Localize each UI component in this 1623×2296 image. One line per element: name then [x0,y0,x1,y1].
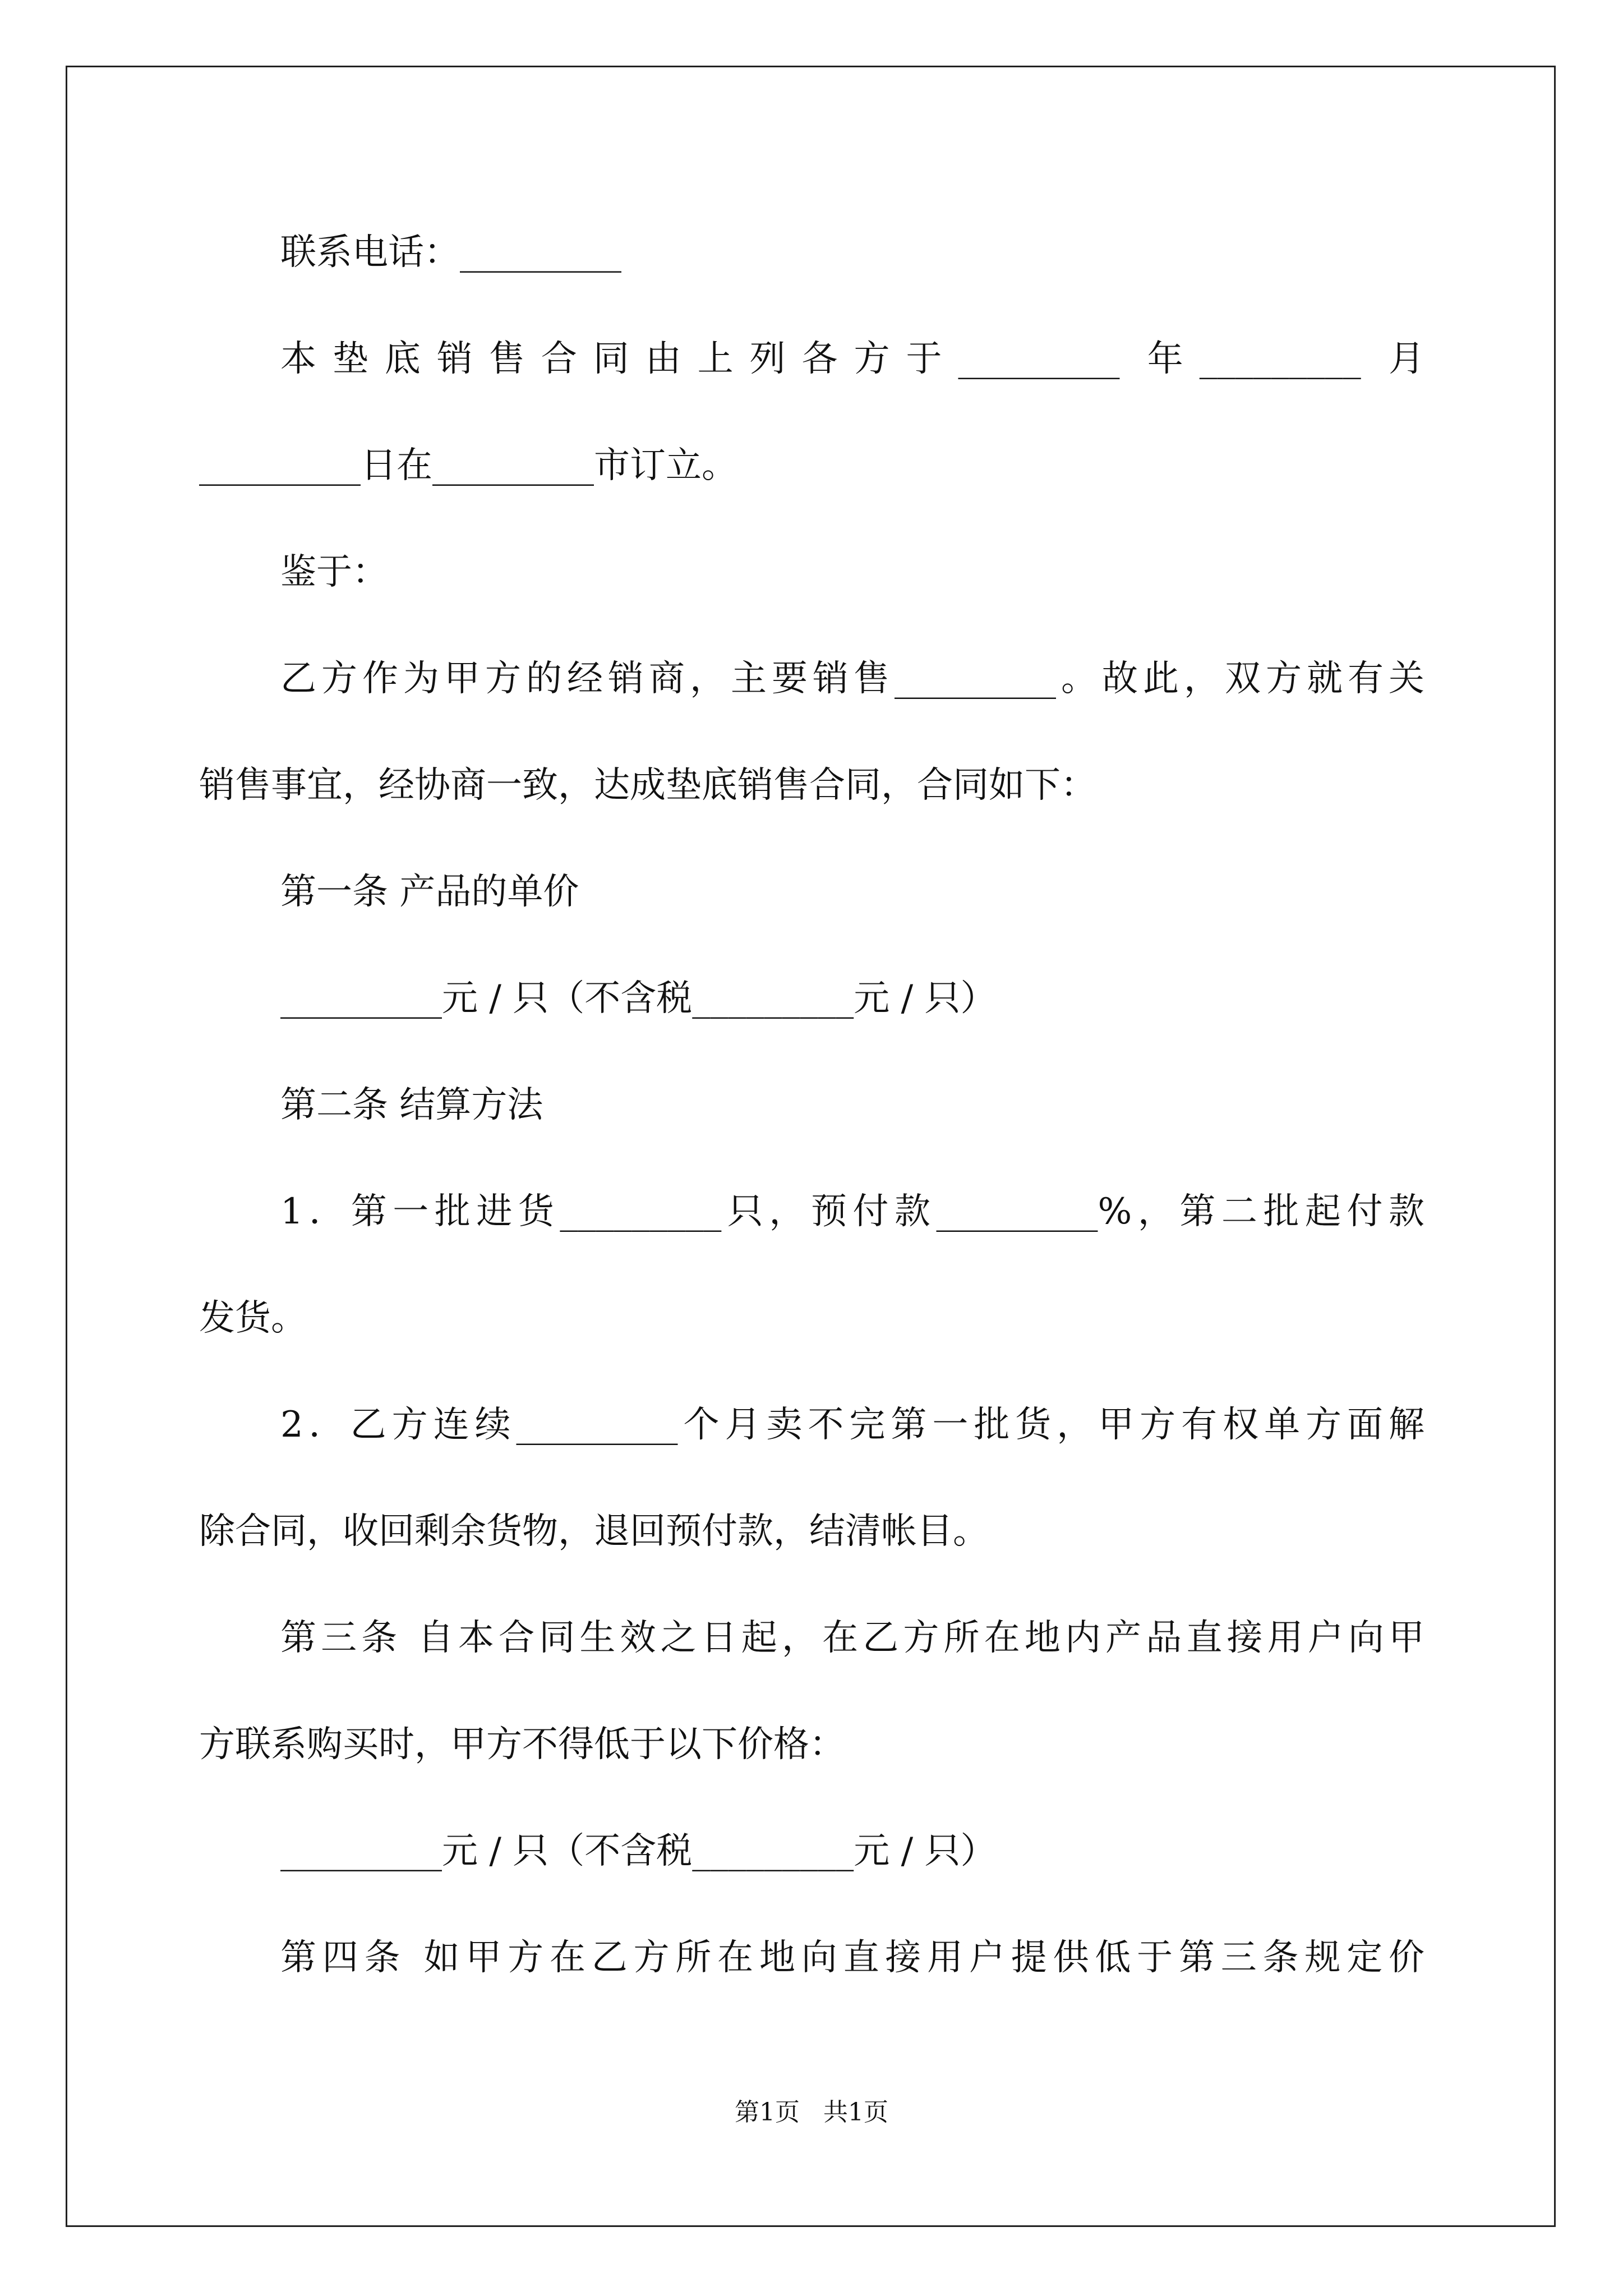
clause-line: 1．第一批进货_________只，预付款_________%，第二批起付款 [280,1191,1424,1232]
article-heading: 第一条 产品的单价 [280,871,579,913]
page-border [66,66,1556,2227]
clause-line: 除合同，收回剩余货物，退回预付款，结清帐目。 [199,1511,989,1552]
contract-date-line: 本垫底销售合同由上列各方于_________ 年_________ 月 [280,338,1424,380]
price-line: _________元 / 只（不含税_________元 / 只） [280,978,997,1019]
clause-line: 发货。 [199,1297,307,1339]
price-line: _________元 / 只（不含税_________元 / 只） [280,1830,997,1872]
whereas-heading: 鉴于： [280,551,388,593]
clause-line: 2．乙方连续_________个月卖不完第一批货，甲方有权单方面解 [280,1404,1424,1446]
page-number-footer: 第1页 共1页 [735,2098,888,2127]
contact-phone-line: 联系电话：_________ [280,232,621,273]
contract-place-line: _________日在_________市订立。 [199,445,737,486]
article-line: 方联系购买时，甲方不得低于以下价格： [199,1724,845,1765]
paragraph-line: 销售事宜，经协商一致，达成垫底销售合同，合同如下： [199,765,1096,806]
article-line: 第四条 如甲方在乙方所在地向直接用户提供低于第三条规定价 [280,1937,1424,1978]
paragraph-line: 乙方作为甲方的经销商，主要销售_________。故此，双方就有关 [280,658,1424,700]
article-line: 第三条 自本合同生效之日起，在乙方所在地内产品直接用户向甲 [280,1617,1424,1659]
article-heading: 第二条 结算方法 [280,1084,543,1126]
